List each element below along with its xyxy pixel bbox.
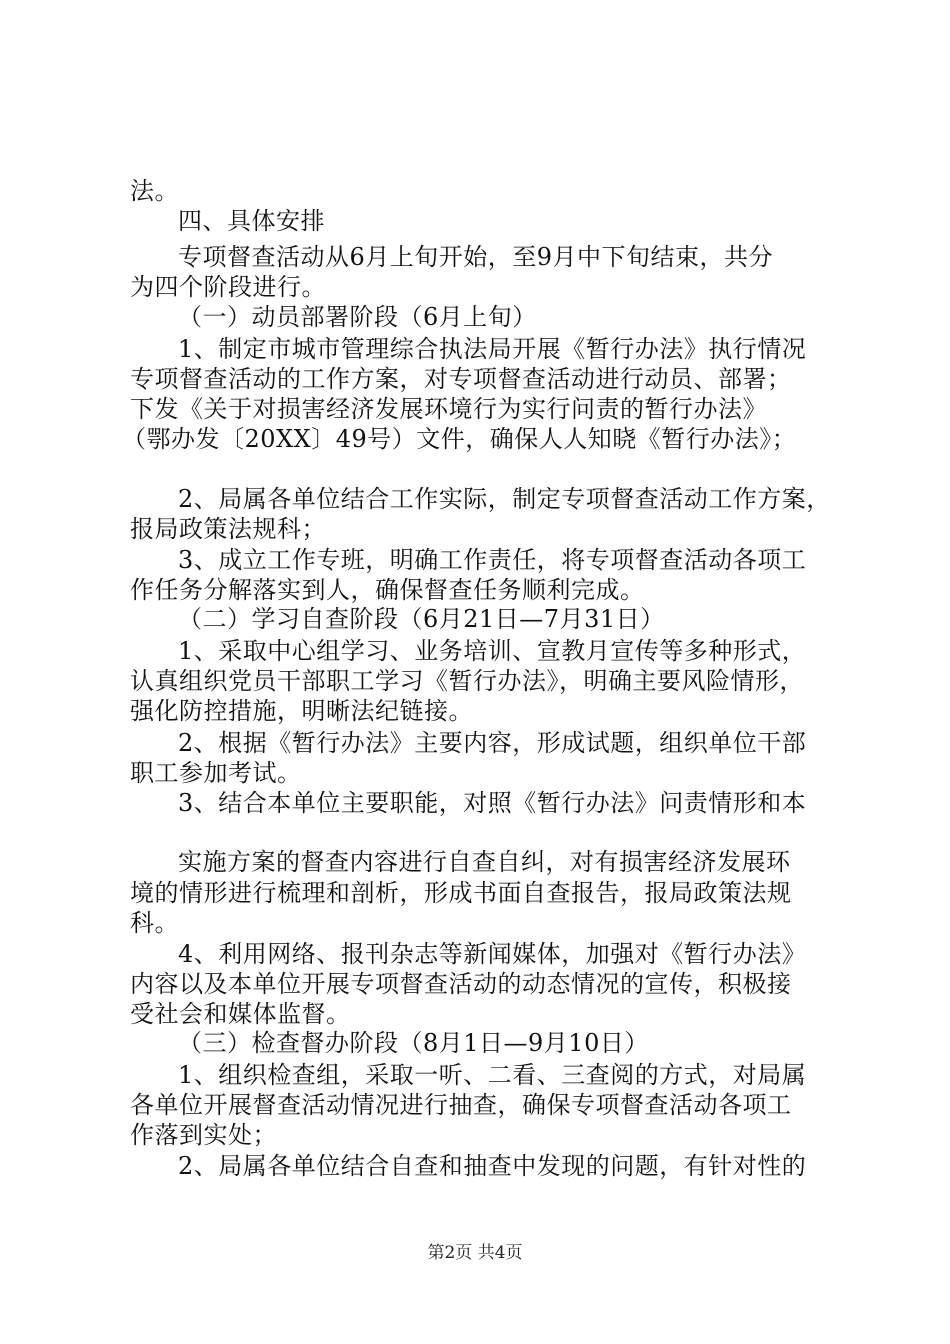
text-line: 为四个阶段进行。 [130, 273, 326, 301]
text-line: 认真组织党员干部职工学习《暂行办法》，明确主要风险情形， [130, 667, 804, 695]
text-line: 3、成立工作专班，明确工作责任，将专项督查活动各项工 [178, 546, 807, 574]
text-line: 内容以及本单位开展专项督查活动的动态情况的宣传，积极接 [130, 970, 792, 998]
subsection-heading: （三）检查督办阶段（8月1日—9月10日） [178, 1029, 649, 1057]
text-line: 1、采取中心组学习、业务培训、宣教月宣传等多种形式， [178, 637, 807, 665]
text-line: 境的情形进行梳理和剖析，形成书面自查报告，报局政策法规 [130, 879, 792, 907]
subsection-heading: （二）学习自查阶段（6月21日—7月31日） [178, 605, 665, 633]
text-line: 科。 [130, 909, 179, 937]
text-line: 2、局属各单位结合工作实际，制定专项督查活动工作方案， [178, 485, 831, 513]
text-line: 下发《关于对损害经济发展环境行为实行问责的暂行办法》 [130, 395, 767, 423]
text-line: 2、局属各单位结合自查和抽查中发现的问题，有针对性的 [178, 1152, 807, 1180]
text-line: 强化防控措施，明晰法纪链接。 [130, 697, 473, 725]
text-line: 报局政策法规科； [130, 515, 326, 543]
text-line: 2、根据《暂行办法》主要内容，形成试题，组织单位干部 [178, 729, 807, 757]
text-line: 作任务分解落实到人，确保督查任务顺利完成。 [130, 576, 645, 604]
text-line: 实施方案的督查内容进行自查自纠，对有损害经济发展环 [178, 848, 791, 876]
subsection-heading: （一）动员部署阶段（6月上旬） [178, 303, 537, 331]
text-line: 专项督查活动的工作方案，对专项督查活动进行动员、部署； [130, 365, 792, 393]
text-line: 职工参加考试。 [130, 759, 302, 787]
text-line: 1、组织检查组，采取一听、二看、三查阅的方式，对局属 [178, 1061, 807, 1089]
text-line: 法。 [130, 177, 179, 205]
text-line: （鄂办发〔20XX〕49号）文件，确保人人知晓《暂行办法》； [122, 425, 797, 453]
text-line: 4、利用网络、报刊杂志等新闻媒体，加强对《暂行办法》 [178, 940, 807, 968]
text-line: 1、制定市城市管理综合执法局开展《暂行办法》执行情况 [178, 335, 807, 363]
text-line: 作落到实处； [130, 1121, 277, 1149]
page-footer: 第2页 共4页 [427, 1243, 523, 1263]
text-line: 3、结合本单位主要职能，对照《暂行办法》问责情形和本 [178, 789, 807, 817]
text-line: 专项督查活动从6月上旬开始，至9月中下旬结束，共分 [178, 243, 774, 271]
section-heading: 四、具体安排 [178, 207, 325, 235]
text-line: 受社会和媒体监督。 [130, 1000, 351, 1028]
text-line: 各单位开展督查活动情况进行抽查，确保专项督查活动各项工 [130, 1091, 792, 1119]
